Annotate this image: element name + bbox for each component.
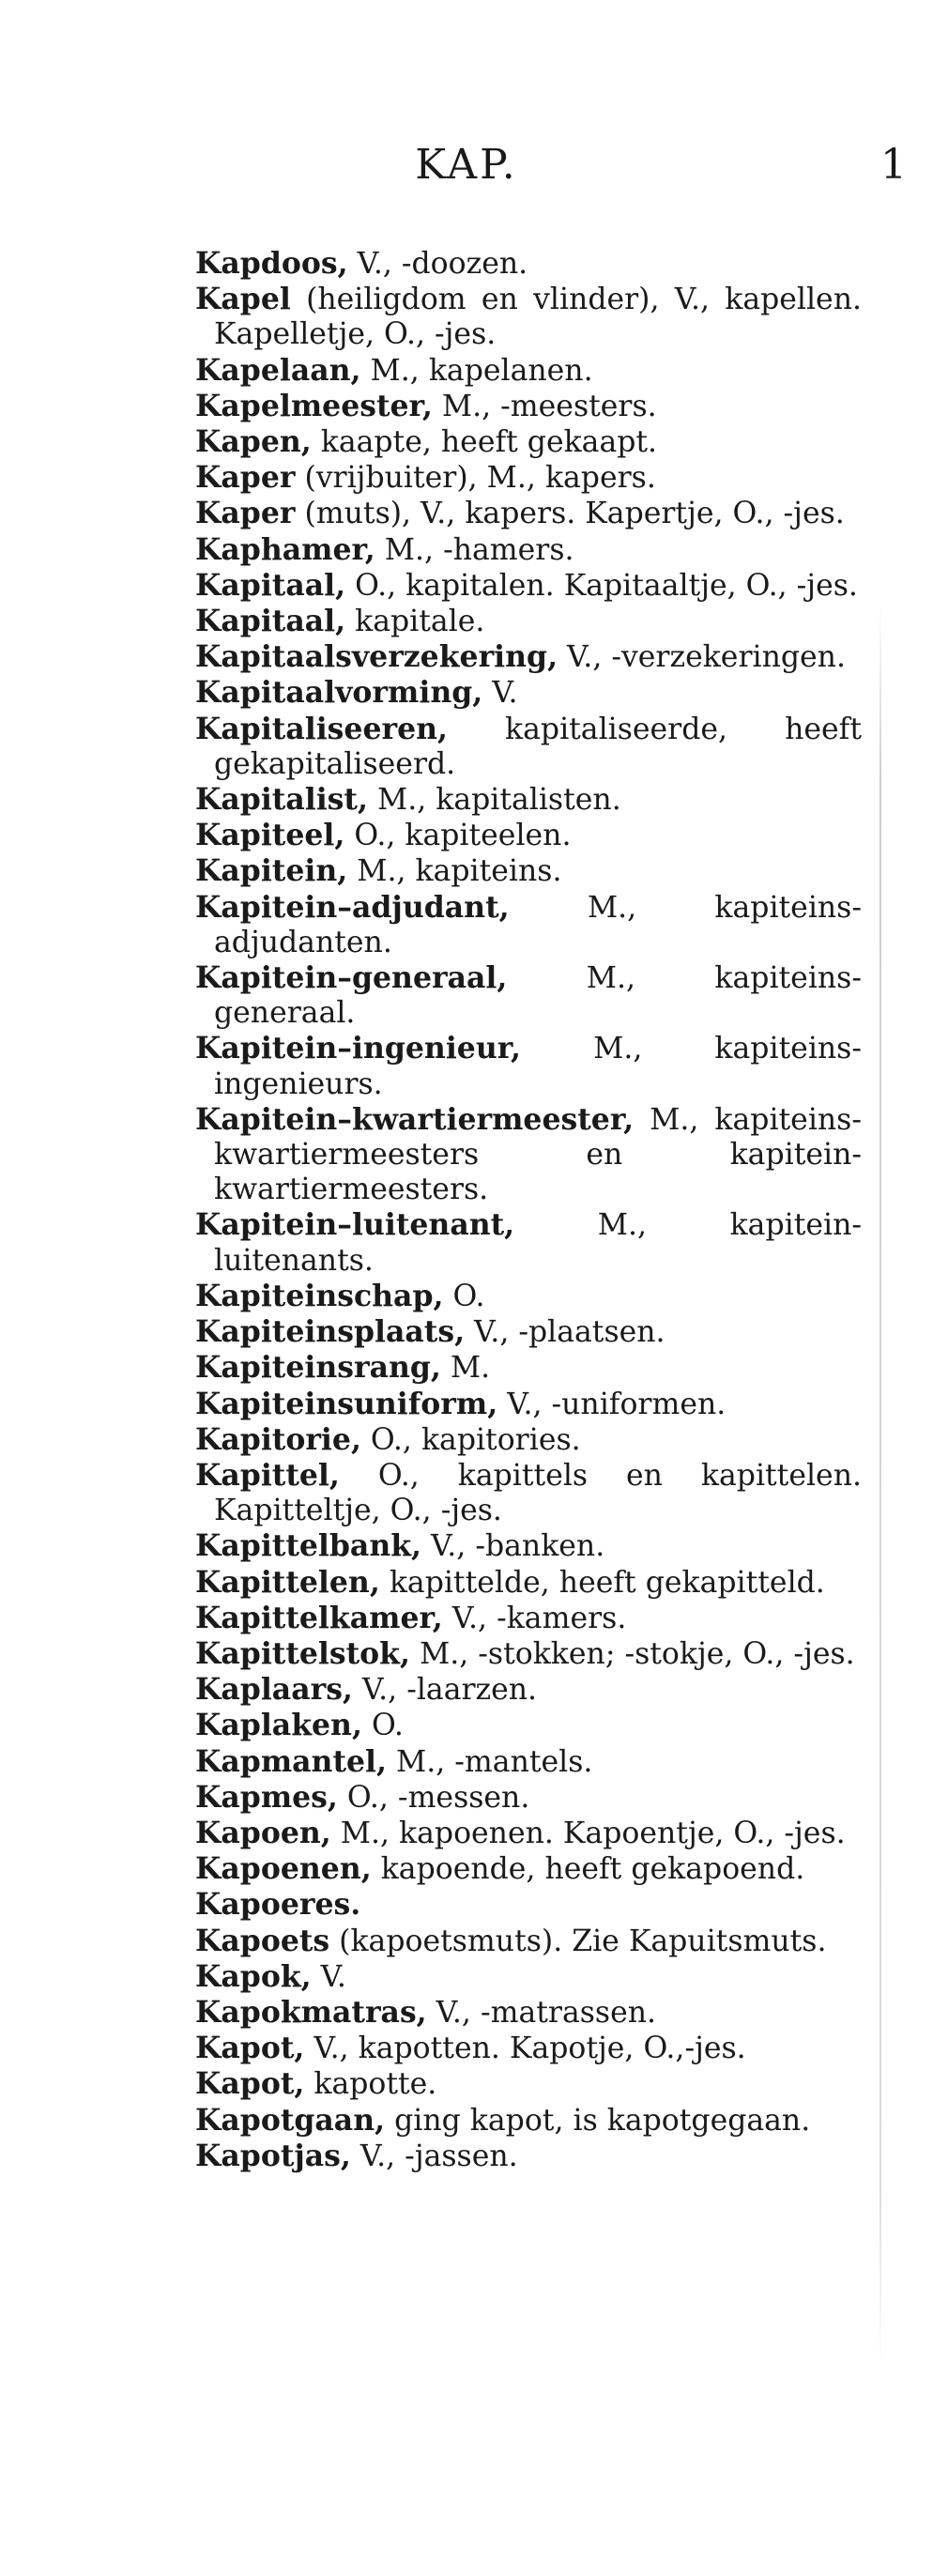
entry-definition: O., kapiteelen. (344, 819, 572, 853)
dictionary-entry (195, 1924, 862, 1959)
entry-definition: (heiligdom en vlinder), V., kapellen. Kapelletje, O., -jes. (214, 283, 862, 352)
dictionary-entry (195, 604, 862, 639)
entry-definition: kapitale. (345, 605, 485, 639)
dictionary-entry (195, 496, 862, 531)
entry-definition: V., -jassen. (350, 2139, 518, 2173)
entry-headword: Kapitalist, (195, 782, 368, 818)
entry-definition: kapotte. (304, 2067, 437, 2102)
entry-definition: V., -verzekeringen. (558, 640, 846, 675)
entry-headword: Kaper (195, 496, 296, 531)
dictionary-entry (195, 1314, 862, 1350)
dictionary-entry (195, 1458, 862, 1528)
dictionary-entry (195, 353, 862, 389)
entry-definition: O. (361, 1709, 404, 1743)
entry-definition: M., kapoenen. Kapoentje, O., -jes. (330, 1816, 846, 1850)
entry-headword: Kaphamer, (195, 531, 375, 567)
entry-headword: Kapoeres. (195, 1887, 361, 1923)
entry-definition: O., kapitalen. Kapitaaltje, O., -jes. (345, 568, 858, 603)
entry-headword: Kapelaan, (195, 352, 361, 388)
dictionary-entry (195, 246, 862, 282)
entry-headword: Kapitaalsverzekering, (195, 639, 558, 675)
dictionary-entry (195, 1601, 862, 1636)
entry-definition: V., -plaatsen. (465, 1315, 665, 1350)
entry-definition: V. (311, 1959, 346, 1994)
entry-list (195, 246, 862, 2174)
entry-headword: Kapoen, (195, 1815, 331, 1850)
dictionary-entry (195, 2066, 862, 2102)
entry-headword: Kapoenen, (195, 1851, 372, 1887)
entry-definition: M., -mantels. (386, 1744, 593, 1779)
dictionary-entry (195, 1851, 862, 1887)
entry-headword: Kapiteinschap, (195, 1278, 444, 1313)
entry-definition: M., kapiteins-generaal. (214, 961, 862, 1031)
entry-headword: Kapiteinsuniform, (195, 1386, 498, 1421)
entry-headword: Kapot, (195, 2066, 305, 2102)
entry-headword: Kapiteinsrang, (195, 1350, 441, 1386)
entry-definition: kapitaliseerde, heeft gekapitaliseerd. (214, 712, 862, 781)
entry-headword: Kapmes, (195, 1779, 338, 1815)
dictionary-entry (195, 532, 862, 568)
entry-definition: M., kapiteins-kwartiermeesters en kapitein-kwartiermeesters. (214, 1102, 862, 1207)
dictionary-entry (195, 1995, 862, 2031)
entry-definition: O., kapitories. (360, 1422, 581, 1457)
entry-definition: (kapoetsmuts). Zie Kapuitsmuts. (329, 1924, 827, 1958)
entry-definition: V., -banken. (421, 1529, 605, 1564)
entry-headword: Kapittelbank, (195, 1528, 422, 1564)
dictionary-entry (195, 568, 862, 604)
entry-headword: Kapelmeester, (195, 388, 433, 423)
dictionary-entry (195, 1528, 862, 1564)
dictionary-entry (195, 424, 862, 460)
dictionary-entry (195, 1387, 862, 1422)
entry-headword: Kapiteel, (195, 818, 345, 853)
dictionary-entry (195, 712, 862, 782)
entry-headword: Kapmantel, (195, 1743, 387, 1779)
entry-definition: V., -kamers. (442, 1601, 627, 1635)
entry-definition: (muts), V., kapers. Kapertje, O., -jes. (295, 497, 845, 531)
dictionary-entry (195, 1279, 862, 1314)
dictionary-entry (195, 282, 862, 352)
entry-definition: M., kapelanen. (360, 353, 593, 388)
entry-headword: Kapoets (195, 1923, 330, 1958)
dictionary-entry (195, 853, 862, 889)
entry-headword: Kapittelstok, (195, 1635, 410, 1671)
entry-definition: M., -hamers. (375, 532, 574, 567)
entry-headword: Kapitein–adjudant, (195, 889, 510, 925)
dictionary-entry (195, 1422, 862, 1458)
entry-headword: Kapen, (195, 424, 312, 460)
page-number: 1 (880, 141, 907, 189)
entry-definition: V., -matrassen. (426, 1995, 657, 2030)
dictionary-entry (195, 1350, 862, 1386)
entry-headword: Kapdoos, (195, 246, 348, 281)
entry-definition: M., kapitalisten. (367, 783, 621, 818)
entry-headword: Kapittelen, (195, 1564, 380, 1600)
dictionary-entry (195, 1672, 862, 1708)
entry-headword: Kapitein–ingenieur, (195, 1031, 522, 1066)
entry-headword: Kaplaars, (195, 1672, 353, 1708)
dictionary-entry (195, 1959, 862, 1995)
dictionary-entry (195, 2031, 862, 2066)
dictionary-entry (195, 960, 862, 1031)
entry-definition: V., -doozen. (347, 247, 528, 281)
dictionary-entry (195, 675, 862, 711)
entry-headword: Kapitaliseeren, (195, 711, 448, 746)
entry-headword: Kapitein–luitenant, (195, 1207, 515, 1243)
entry-definition: M., kapitein-luitenants. (214, 1208, 862, 1278)
entry-headword: Kapitein–kwartiermeester, (195, 1101, 635, 1137)
entry-headword: Kapiteinsplaats, (195, 1314, 466, 1350)
entry-definition: M., -stokken; -stokje, O., -jes. (409, 1636, 855, 1671)
entry-definition: kapittelde, heeft gekapitteld. (379, 1565, 825, 1600)
entry-definition: kapoende, heeft gekapoend. (371, 1852, 805, 1887)
entry-definition: (vrijbuiter), M., kapers. (295, 461, 656, 496)
dictionary-entry (195, 890, 862, 960)
dictionary-entry (195, 1102, 862, 1208)
entry-headword: Kapok, (195, 1958, 312, 1994)
dictionary-entry (195, 639, 862, 675)
entry-definition: M. (440, 1351, 491, 1386)
entry-headword: Kapotjas, (195, 2138, 351, 2173)
entry-definition: M., kapiteins-adjudanten. (214, 890, 862, 959)
entry-headword: Kapel (195, 282, 291, 317)
running-header: KAP. (415, 141, 518, 189)
dictionary-entry (195, 1816, 862, 1851)
entry-headword: Kapitaalvorming, (195, 675, 483, 711)
dictionary-entry (195, 1887, 862, 1923)
entry-headword: Kapitaal, (195, 567, 346, 603)
dictionary-entry (195, 818, 862, 853)
entry-headword: Kapokmatras, (195, 1994, 427, 2030)
entry-headword: Kapitein–generaal, (195, 960, 508, 996)
entry-headword: Kaper (195, 460, 296, 496)
dictionary-entry (195, 2139, 862, 2174)
dictionary-entry (195, 389, 862, 424)
entry-headword: Kaplaken, (195, 1708, 362, 1743)
entry-definition: O., kapittels en kapittelen. Kapitteltje, O., -jes. (214, 1458, 862, 1528)
entry-headword: Kapittelkamer, (195, 1600, 443, 1635)
dictionary-entry (195, 1744, 862, 1780)
dictionary-entry (195, 782, 862, 818)
entry-headword: Kapitorie, (195, 1421, 361, 1457)
entry-headword: Kapitein, (195, 853, 348, 889)
column-rule (879, 601, 881, 2366)
entry-definition: V., -laarzen. (352, 1673, 538, 1708)
dictionary-entry (195, 1636, 862, 1672)
entry-headword: Kapittel, (195, 1457, 340, 1493)
dictionary-entry (195, 1031, 862, 1101)
entry-headword: Kapitaal, (195, 604, 346, 639)
entry-definition: M., kapiteins. (347, 854, 562, 889)
entry-headword: Kapotgaan, (195, 2102, 386, 2138)
entry-definition: kaapte, heeft gekaapt. (311, 425, 658, 460)
entry-definition: V., -uniformen. (497, 1387, 727, 1421)
entry-definition: M., -meesters. (432, 389, 657, 423)
dictionary-entry (195, 1207, 862, 1278)
entry-definition: O. (443, 1279, 485, 1313)
entry-definition: M., kapiteins-ingenieurs. (214, 1032, 862, 1101)
dictionary-entry (195, 1708, 862, 1743)
entry-definition: ging kapot, is kapotgegaan. (385, 2103, 811, 2138)
dictionary-entry (195, 2103, 862, 2139)
dictionary-entry (195, 1780, 862, 1816)
entry-definition: V., kapotten. Kapotje, O.,-jes. (304, 2032, 746, 2066)
entry-definition: V. (482, 676, 518, 711)
entry-headword: Kapot, (195, 2031, 305, 2066)
dictionary-entry (195, 1565, 862, 1601)
dictionary-entry (195, 460, 862, 496)
entry-definition: O., -messen. (337, 1780, 530, 1815)
